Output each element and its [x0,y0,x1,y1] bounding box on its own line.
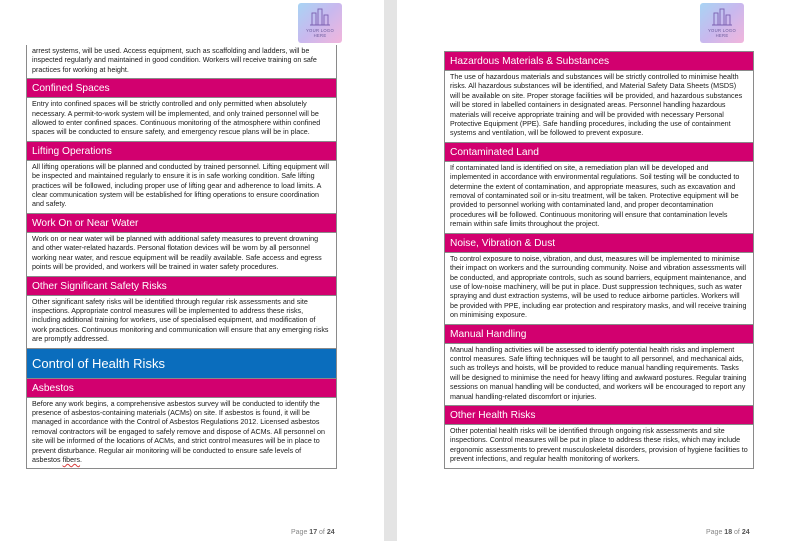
section-text-other-safety-risks: Other significant safety risks will be identified through regular risk assessments and site inspections. Appropriate control measures will be implemented to address these risks, including additional training for workers, use of specialised equipment, and modification of work practices. Continuous monitoring and communication will ensure that any emerging risks are promptly addressed. [27,296,336,349]
logo-text: YOUR LOGO HERE [305,28,335,38]
section-heading-other-health-risks: Other Health Risks [445,406,753,425]
section-heading-confined-spaces: Confined Spaces [27,79,336,98]
page-18 [397,0,794,541]
section-text-work-near-water: Work on or near water will be planned with additional safety measures to prevent drowning and other water-related hazards. Personal flotation devices will be worn by all personnel working near water, and rescue equipment will be readily available. Safe access and egress points will be provided, and workers will be trained in water safety procedures. [27,233,336,277]
section-text-contaminated-land: If contaminated land is identified on site, a remediation plan will be developed and implemented in accordance with environmental regulations. Soil testing will be conducted to determine the extent of contamination, and appropriate measures, such as excavation and removal of contaminated soil or in-situ treatment, will be taken. Protective equipment will be provided to personnel working with contaminated land, and proper decontamination procedures will be followed. Continuous monitoring will ensure that contamination levels remain within safe limits throughout the project. [445,162,753,234]
page-number: Page 17 of 24 [291,529,335,536]
section-text-noise-vibration-dust: To control exposure to noise, vibration, and dust, measures will be implemented to minimise their impact on workers and the surrounding community. Noise and vibration assessments will be conducted, and appropriate controls, such as sound barriers, equipment maintenance, and use of low-noise machinery, will be put in place. Dust suppression techniques, such as water spraying and dust extraction systems, will be used to reduce airborne particles. Workers will be provided with PPE, including ear protection and respiratory masks, and will receive training on minimising exposure. [445,253,753,325]
section-heading-other-safety-risks: Other Significant Safety Risks [27,277,336,296]
page-17-content [26,45,337,469]
page-number: Page 18 of 24 [706,529,750,536]
section-text-confined-spaces: Entry into confined spaces will be strictly controlled and only permitted when absolutely necessary. A permit-to-work system will be implemented, and only trained personnel will be allowed to enter confined spaces. Continuous monitoring of the atmosphere within confined spaces will be conducted to ensure safety, and emergency rescue plans will be in place. [27,98,336,142]
logo-buildings-icon [711,7,733,27]
section-text-hazardous-materials: The use of hazardous materials and substances will be strictly controlled to minimise health risks. All hazardous substances will be identified, and Material Safety Data Sheets (MSDS) will be available on site. Proper storage facilities will be provided, and hazardous substances will be stored in labelled containers in designated areas. Personnel handling hazardous materials will receive appropriate training and will be provided with necessary Personal Protective Equipment (PPE). Safe handling procedures, including the use of containment systems and ventilation, will be followed to prevent exposure. [445,71,753,143]
company-logo [700,3,744,43]
page-18-content [444,51,754,469]
major-heading-control-of-health-risks: Control of Health Risks [27,349,336,379]
section-heading-manual-handling: Manual Handling [445,325,753,344]
section-heading-contaminated-land: Contaminated Land [445,143,753,162]
section-heading-asbestos: Asbestos [27,379,336,398]
section-text-manual-handling: Manual handling activities will be assessed to identify potential health risks and implement control measures. Safe lifting techniques will be taught to all personnel, and mechanical aids, such as trolleys and hoists, will be provided to reduce manual handling requirements. Tasks will be designed to minimise the need for heavy lifting and awkward postures. Regular training sessions on manual handling will be conducted, and workers will be encouraged to report any manual handling-related discomfort or injuries. [445,344,753,406]
page-17 [0,0,384,541]
section-text-lifting-operations: All lifting operations will be planned and conducted by trained personnel. Lifting equipment will be inspected and maintained regularly to ensure it is in safe working condition. Safe lifting practices will be followed, including proper use of lifting gear and adherence to load limits. A clear communication system will be established for lifting operations to ensure coordination and safety. [27,161,336,214]
logo-text: YOUR LOGO HERE [707,28,737,38]
intro-paragraph: arrest systems, will be used. Access equipment, such as scaffolding and ladders, will be inspected regularly and maintained in good condition. Workers will receive training on safe practices for working at height. [27,45,336,79]
section-heading-work-near-water: Work On or Near Water [27,214,336,233]
section-heading-hazardous-materials: Hazardous Materials & Substances [445,52,753,71]
section-heading-noise-vibration-dust: Noise, Vibration & Dust [445,234,753,253]
company-logo [298,3,342,43]
spelling-flag[interactable]: fibers [62,455,81,464]
section-text-other-health-risks: Other potential health risks will be identified through ongoing risk assessments and site inspections. Control measures will be put in place to address these risks, which may include ergonomic assessments to prevent musculoskeletal disorders, provision of hygiene facilities to prevent infections, and regular health monitoring of workers. [450,426,748,464]
logo-buildings-icon [309,7,331,27]
section-text-asbestos: Before any work begins, a comprehensive asbestos survey will be conducted to identify the presence of asbestos-containing materials (ACMs) on site. If asbestos is found, it will be managed in accordance with the Control of Asbestos Regulations 2012. Licensed asbestos removal contractors will be engaged to safely remove and dispose of ACMs. All personnel on site will be informed of the locations of ACMs, and strict control measures will be in place to prevent disturbance. Regular air monitoring will be conducted to ensure safe levels of asbestos fibers. [32,399,325,464]
section-heading-lifting-operations: Lifting Operations [27,142,336,161]
